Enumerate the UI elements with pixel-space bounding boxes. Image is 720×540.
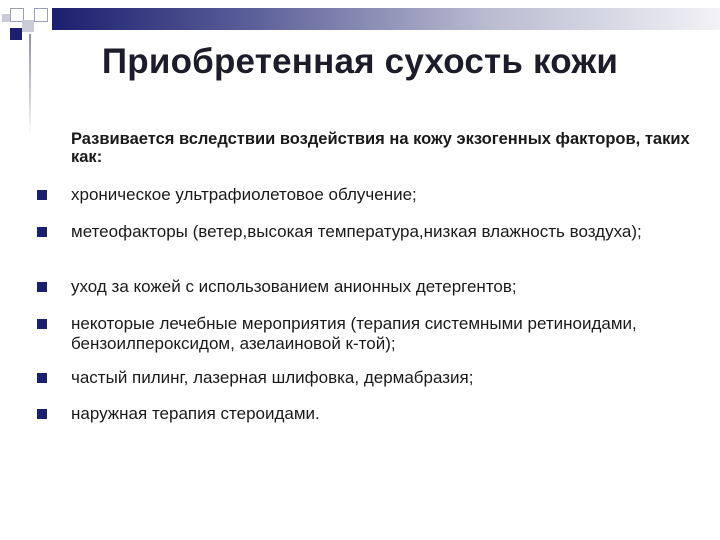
list-item-text: наружная терапия стероидами.: [71, 404, 320, 423]
decor-square: [10, 28, 22, 40]
header-gradient-bar: [52, 8, 720, 30]
slide-title: Приобретенная сухость кожи: [101, 42, 619, 81]
decor-square: [22, 20, 34, 32]
square-bullet-icon: [37, 409, 47, 419]
list-item-text: хроническое ультрафиолетовое облучение;: [71, 185, 417, 204]
list-item-text: частый пилинг, лазерная шлифовка, дермабразия;: [71, 368, 474, 387]
decor-square: [34, 8, 48, 22]
intro-text: Развивается вследствии воздействия на кожу экзогенных факторов, таких как:: [71, 130, 690, 166]
square-bullet-icon: [37, 282, 47, 292]
square-bullet-icon: [37, 227, 47, 237]
list-item-text: некоторые лечебные мероприятия (терапия системными ретиноидами, бензоилпероксидом, азелаиновой к-той);: [71, 314, 637, 353]
list-item-text: уход за кожей с использованием анионных детергентов;: [71, 277, 517, 296]
square-bullet-icon: [37, 319, 47, 329]
list-item-text: метеофакторы (ветер,высокая температура,низкая влажность воздуха);: [71, 222, 642, 241]
square-bullet-icon: [37, 373, 47, 383]
square-bullet-icon: [37, 190, 47, 200]
decor-square: [2, 14, 10, 22]
